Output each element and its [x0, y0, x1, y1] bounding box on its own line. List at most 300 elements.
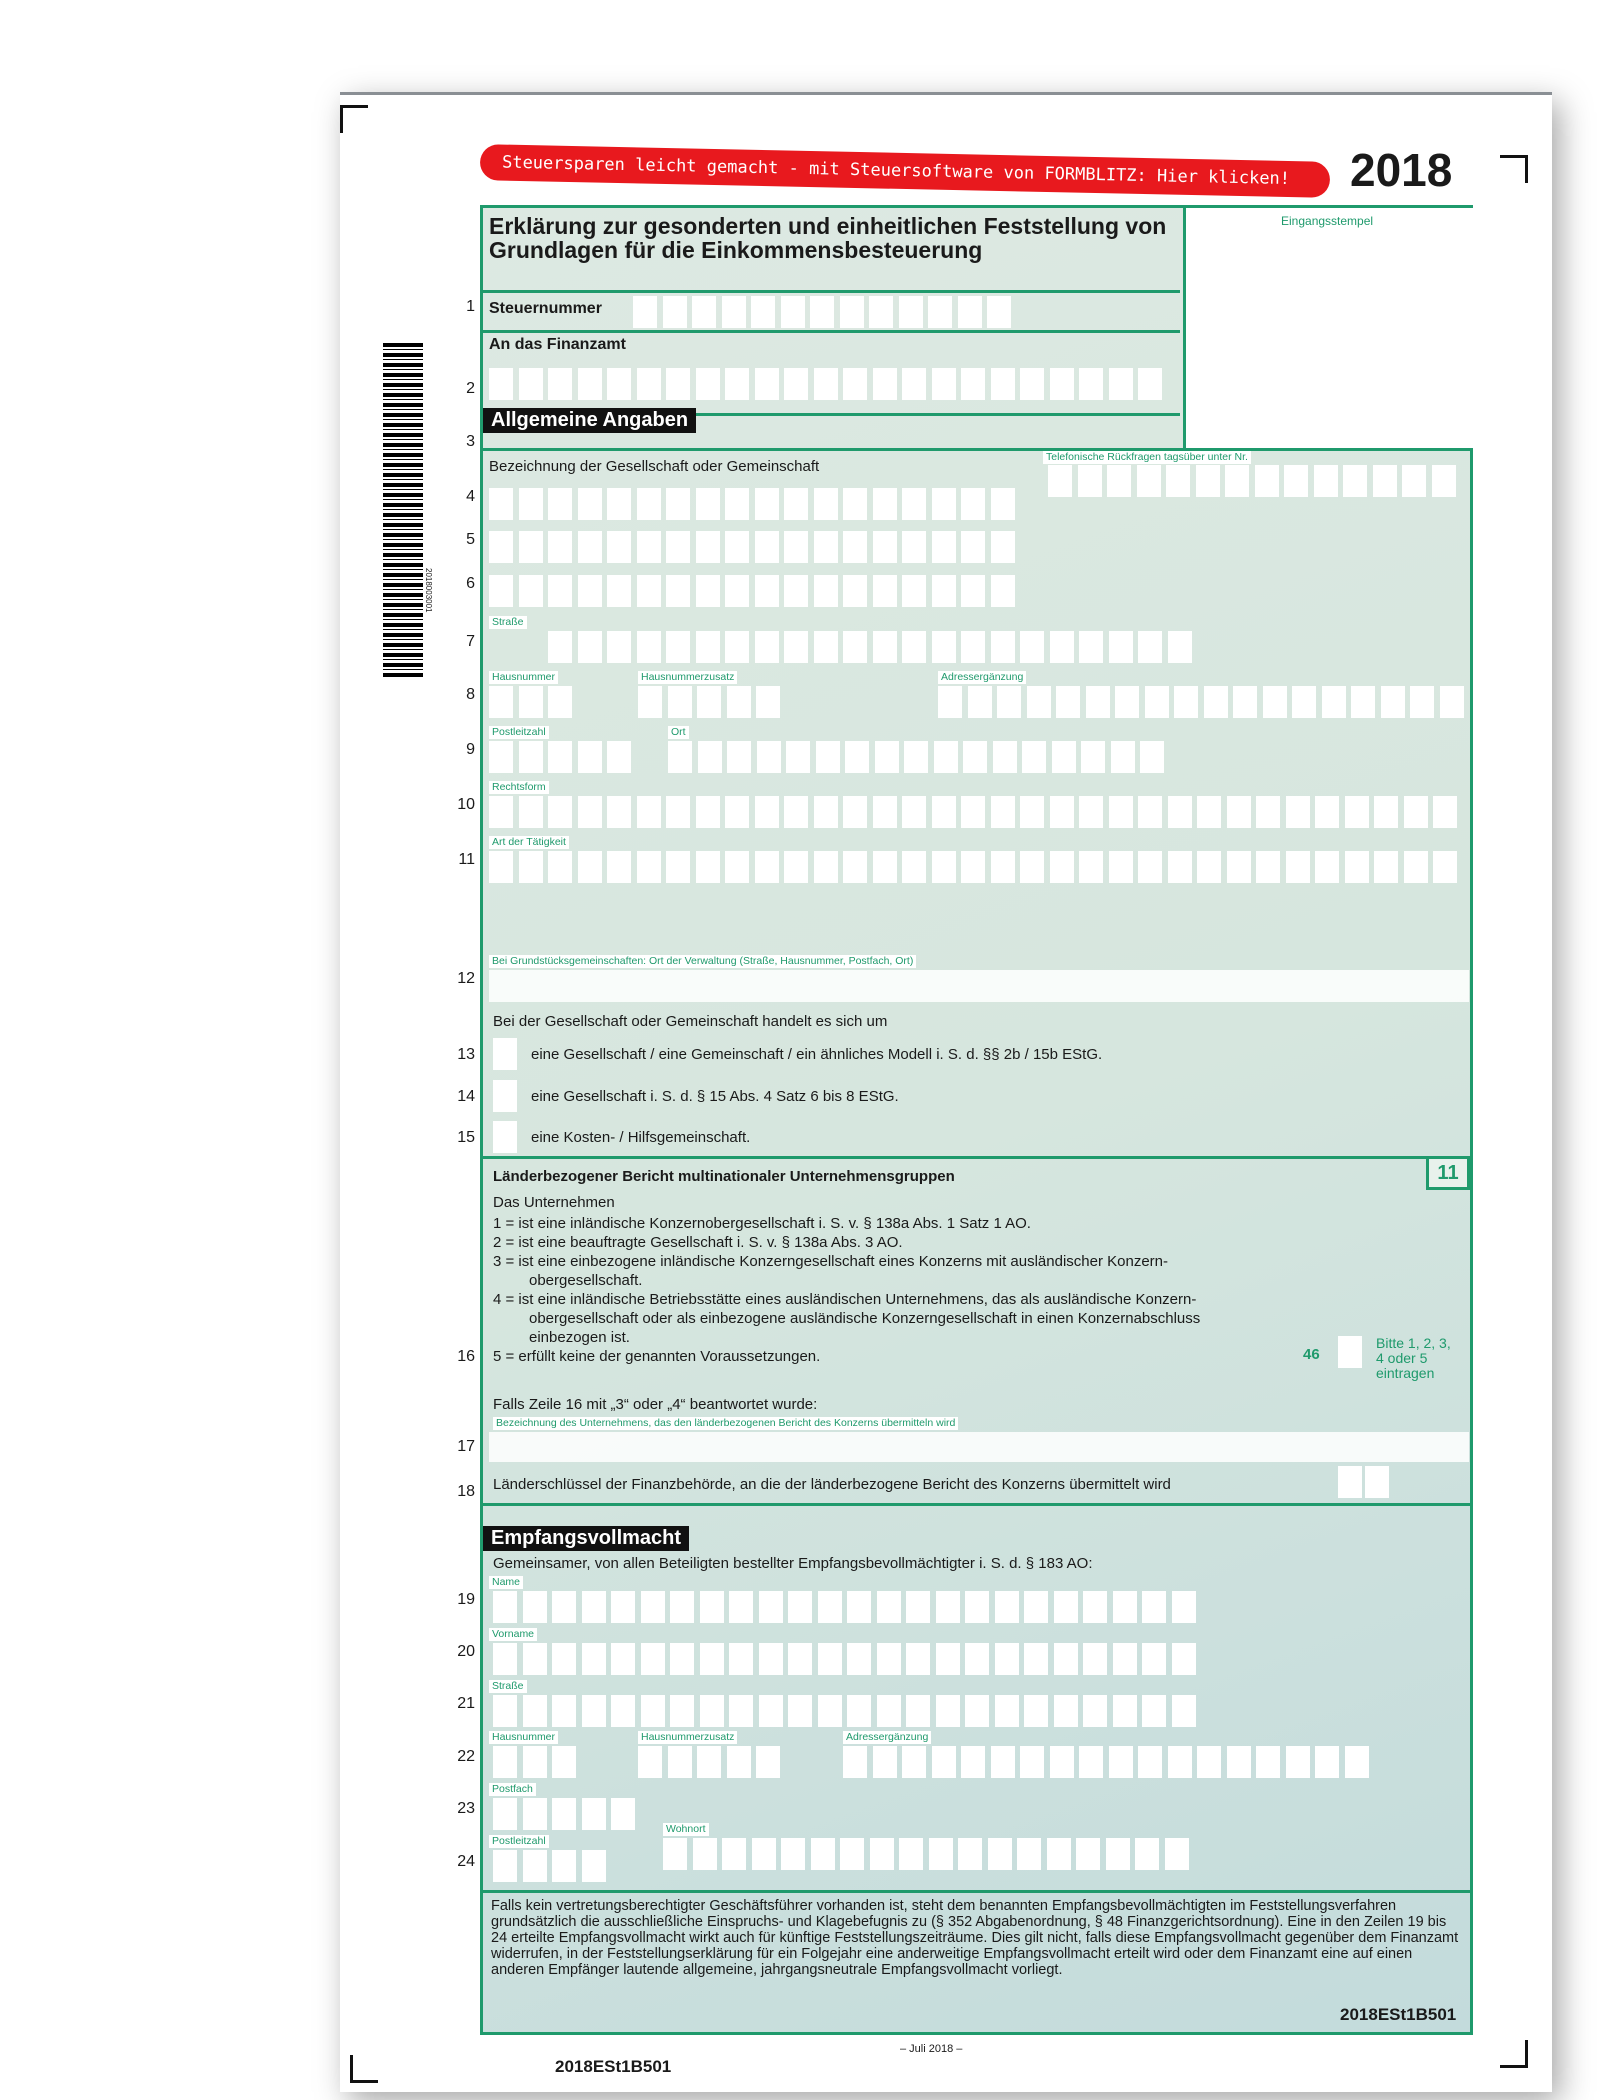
input-box[interactable] — [519, 575, 543, 607]
input-box[interactable] — [938, 686, 962, 718]
input-box[interactable] — [1286, 1746, 1310, 1778]
input-box[interactable] — [1142, 1695, 1166, 1727]
input-box[interactable] — [1263, 686, 1287, 718]
input-box[interactable] — [607, 796, 631, 828]
input-box[interactable] — [633, 296, 657, 328]
input-box[interactable] — [552, 1798, 576, 1830]
input-box[interactable] — [729, 1591, 753, 1623]
input-box[interactable] — [759, 1695, 783, 1727]
input-box[interactable] — [843, 851, 867, 883]
input-box[interactable] — [1225, 465, 1249, 497]
input-box[interactable] — [1174, 686, 1198, 718]
input-box[interactable] — [668, 1746, 692, 1778]
input-box[interactable] — [843, 796, 867, 828]
input-box[interactable] — [637, 575, 661, 607]
input-box[interactable] — [493, 1591, 517, 1623]
input-box[interactable] — [1286, 851, 1310, 883]
input-box[interactable] — [1374, 796, 1398, 828]
input-box[interactable] — [902, 851, 926, 883]
input-box[interactable] — [1050, 368, 1074, 400]
input-box[interactable] — [611, 1695, 635, 1727]
input-box[interactable] — [781, 296, 805, 328]
input-box[interactable] — [1138, 1746, 1162, 1778]
input-box[interactable] — [578, 851, 602, 883]
input-box[interactable] — [1113, 1643, 1137, 1675]
input-box[interactable] — [1081, 741, 1105, 773]
input-box[interactable] — [788, 1643, 812, 1675]
input-box[interactable] — [810, 296, 834, 328]
input-box[interactable] — [637, 796, 661, 828]
input-box[interactable] — [637, 531, 661, 563]
input-box[interactable] — [845, 741, 869, 773]
input-box[interactable] — [637, 851, 661, 883]
input-box[interactable] — [1374, 851, 1398, 883]
input-box[interactable] — [934, 741, 958, 773]
input-box[interactable] — [814, 488, 838, 520]
input-box[interactable] — [873, 1746, 897, 1778]
input-box[interactable] — [814, 575, 838, 607]
input-box[interactable] — [961, 1746, 985, 1778]
input-box[interactable] — [965, 1695, 989, 1727]
input-box[interactable] — [1138, 368, 1162, 400]
input-box[interactable] — [965, 1643, 989, 1675]
input-box[interactable] — [1076, 1838, 1100, 1870]
input-box[interactable] — [1433, 851, 1457, 883]
input-box[interactable] — [759, 1591, 783, 1623]
input-box[interactable] — [843, 1746, 867, 1778]
input-box[interactable] — [1432, 465, 1456, 497]
input-box[interactable] — [932, 796, 956, 828]
input-box[interactable] — [1284, 465, 1308, 497]
input-box[interactable] — [722, 1838, 746, 1870]
input-box[interactable] — [519, 368, 543, 400]
input-box[interactable] — [784, 488, 808, 520]
input-box[interactable] — [1197, 796, 1221, 828]
input-box[interactable] — [788, 1695, 812, 1727]
input-box[interactable] — [637, 368, 661, 400]
input-box[interactable] — [961, 796, 985, 828]
input-box[interactable] — [1315, 851, 1339, 883]
input-box[interactable] — [722, 296, 746, 328]
input-box[interactable] — [1172, 1591, 1196, 1623]
input-box[interactable] — [936, 1643, 960, 1675]
input-box[interactable] — [784, 796, 808, 828]
input-box[interactable] — [1109, 368, 1133, 400]
input-box[interactable] — [725, 488, 749, 520]
input-box[interactable] — [1079, 631, 1103, 663]
input-box[interactable] — [700, 1695, 724, 1727]
input-box[interactable] — [1233, 686, 1257, 718]
input-box[interactable] — [961, 851, 985, 883]
input-box[interactable] — [932, 851, 956, 883]
input-box[interactable] — [784, 631, 808, 663]
input-box[interactable] — [582, 1695, 606, 1727]
input-box[interactable] — [906, 1643, 930, 1675]
input-box[interactable] — [607, 741, 631, 773]
input-box[interactable] — [756, 686, 780, 718]
input-box[interactable] — [519, 741, 543, 773]
input-box[interactable] — [1138, 796, 1162, 828]
input-box[interactable] — [1256, 1746, 1280, 1778]
input-box[interactable] — [696, 488, 720, 520]
input-box[interactable] — [902, 575, 926, 607]
input-box[interactable] — [1168, 1746, 1192, 1778]
input-box[interactable] — [1351, 686, 1375, 718]
input-box[interactable] — [902, 1746, 926, 1778]
input-box[interactable] — [666, 531, 690, 563]
input-box[interactable] — [1345, 1746, 1369, 1778]
input-box[interactable] — [840, 1838, 864, 1870]
input-box[interactable] — [995, 1695, 1019, 1727]
input-box[interactable] — [1137, 465, 1161, 497]
input-box[interactable] — [1054, 1643, 1078, 1675]
input-box[interactable] — [1227, 796, 1251, 828]
input-box[interactable] — [666, 368, 690, 400]
input-box[interactable] — [696, 531, 720, 563]
input-box[interactable] — [1054, 1591, 1078, 1623]
input-box[interactable] — [843, 575, 867, 607]
input-box[interactable] — [578, 575, 602, 607]
input-box[interactable] — [493, 1850, 517, 1882]
input-box[interactable] — [523, 1643, 547, 1675]
input-box[interactable] — [929, 1838, 953, 1870]
input-box[interactable] — [1048, 465, 1072, 497]
input-box[interactable] — [873, 575, 897, 607]
input-box[interactable] — [875, 741, 899, 773]
input-box[interactable] — [784, 368, 808, 400]
input-box[interactable] — [902, 531, 926, 563]
input-box[interactable] — [991, 368, 1015, 400]
input-box[interactable] — [692, 296, 716, 328]
option-checkbox[interactable] — [493, 1038, 517, 1070]
input-box[interactable] — [1020, 796, 1044, 828]
input-box[interactable] — [1256, 796, 1280, 828]
input-box[interactable] — [548, 531, 572, 563]
input-box[interactable] — [991, 631, 1015, 663]
input-box[interactable] — [818, 1643, 842, 1675]
input-box[interactable] — [1054, 1695, 1078, 1727]
input-box[interactable] — [607, 851, 631, 883]
input-box[interactable] — [781, 1838, 805, 1870]
input-box[interactable] — [869, 296, 893, 328]
input-box[interactable] — [1027, 686, 1051, 718]
input-box[interactable] — [1109, 1746, 1133, 1778]
input-box[interactable] — [1086, 686, 1110, 718]
input-box[interactable] — [1410, 686, 1434, 718]
input-box[interactable] — [1052, 741, 1076, 773]
input-box[interactable] — [1227, 1746, 1251, 1778]
input-box[interactable] — [814, 368, 838, 400]
input-box[interactable] — [961, 631, 985, 663]
input-box[interactable] — [814, 631, 838, 663]
option-checkbox[interactable] — [493, 1121, 517, 1153]
input-box[interactable] — [1172, 1695, 1196, 1727]
input-box[interactable] — [725, 575, 749, 607]
input-box[interactable] — [696, 631, 720, 663]
input-box[interactable] — [1107, 465, 1131, 497]
input-box[interactable] — [843, 368, 867, 400]
input-box[interactable] — [818, 1695, 842, 1727]
input-box[interactable] — [666, 488, 690, 520]
input-box[interactable] — [757, 741, 781, 773]
input-box[interactable] — [1017, 1838, 1041, 1870]
input-box[interactable] — [607, 631, 631, 663]
input-box[interactable] — [607, 575, 631, 607]
input-box[interactable] — [519, 686, 543, 718]
input-box[interactable] — [936, 1695, 960, 1727]
input-box[interactable] — [843, 531, 867, 563]
input-box[interactable] — [961, 488, 985, 520]
input-box[interactable] — [493, 1695, 517, 1727]
input-box[interactable] — [693, 1838, 717, 1870]
input-box[interactable] — [548, 368, 572, 400]
input-box[interactable] — [637, 488, 661, 520]
input-box[interactable] — [902, 796, 926, 828]
input-box[interactable] — [991, 531, 1015, 563]
input-box[interactable] — [697, 1746, 721, 1778]
input-box[interactable] — [902, 368, 926, 400]
input-box[interactable] — [993, 741, 1017, 773]
input-box[interactable] — [751, 296, 775, 328]
input-box[interactable] — [582, 1643, 606, 1675]
input-box[interactable] — [1020, 368, 1044, 400]
input-box[interactable] — [1197, 1746, 1221, 1778]
input-box[interactable] — [877, 1591, 901, 1623]
input-box[interactable] — [784, 531, 808, 563]
input-box[interactable] — [725, 531, 749, 563]
input-box[interactable] — [519, 851, 543, 883]
input-box[interactable] — [696, 796, 720, 828]
input-box[interactable] — [1315, 796, 1339, 828]
input-box[interactable] — [814, 531, 838, 563]
input-box[interactable] — [1079, 796, 1103, 828]
input-box[interactable] — [873, 488, 897, 520]
input-box[interactable] — [578, 631, 602, 663]
input-box[interactable] — [666, 631, 690, 663]
input-box[interactable] — [1078, 465, 1102, 497]
input-box[interactable] — [670, 1591, 694, 1623]
country-code-box[interactable] — [1338, 1466, 1362, 1498]
verwaltung-field[interactable] — [489, 970, 1469, 1002]
input-box[interactable] — [928, 296, 952, 328]
input-box[interactable] — [1256, 851, 1280, 883]
input-box[interactable] — [932, 1746, 956, 1778]
input-box[interactable] — [637, 631, 661, 663]
input-box[interactable] — [1440, 686, 1464, 718]
input-box[interactable] — [961, 531, 985, 563]
input-box[interactable] — [1138, 851, 1162, 883]
input-box[interactable] — [755, 631, 779, 663]
input-box[interactable] — [578, 741, 602, 773]
input-box[interactable] — [1020, 851, 1044, 883]
input-box[interactable] — [987, 296, 1011, 328]
input-box[interactable] — [523, 1695, 547, 1727]
input-box[interactable] — [489, 851, 513, 883]
input-box[interactable] — [873, 531, 897, 563]
cbc-company-field[interactable] — [489, 1432, 1469, 1462]
input-box[interactable] — [932, 488, 956, 520]
input-box[interactable] — [958, 1838, 982, 1870]
input-box[interactable] — [1050, 1746, 1074, 1778]
input-box[interactable] — [666, 575, 690, 607]
input-box[interactable] — [1050, 631, 1074, 663]
input-box[interactable] — [548, 741, 572, 773]
input-box[interactable] — [578, 796, 602, 828]
input-box[interactable] — [489, 575, 513, 607]
input-box[interactable] — [1404, 851, 1428, 883]
input-box[interactable] — [489, 796, 513, 828]
input-box[interactable] — [663, 1838, 687, 1870]
input-box[interactable] — [1135, 1838, 1159, 1870]
input-box[interactable] — [1402, 465, 1426, 497]
input-box[interactable] — [548, 796, 572, 828]
input-box[interactable] — [870, 1838, 894, 1870]
input-box[interactable] — [1197, 851, 1221, 883]
input-box[interactable] — [873, 851, 897, 883]
input-box[interactable] — [666, 851, 690, 883]
input-box[interactable] — [697, 686, 721, 718]
input-box[interactable] — [582, 1798, 606, 1830]
input-box[interactable] — [988, 1838, 1012, 1870]
input-box[interactable] — [755, 575, 779, 607]
input-box[interactable] — [1083, 1695, 1107, 1727]
input-box[interactable] — [906, 1695, 930, 1727]
input-box[interactable] — [1020, 631, 1044, 663]
input-box[interactable] — [696, 368, 720, 400]
input-box[interactable] — [1138, 631, 1162, 663]
input-box[interactable] — [873, 368, 897, 400]
input-box[interactable] — [997, 686, 1021, 718]
input-box[interactable] — [725, 796, 749, 828]
input-box[interactable] — [519, 488, 543, 520]
input-box[interactable] — [788, 1591, 812, 1623]
input-box[interactable] — [1286, 796, 1310, 828]
country-code-box[interactable] — [1365, 1466, 1389, 1498]
input-box[interactable] — [1115, 686, 1139, 718]
input-box[interactable] — [1255, 465, 1279, 497]
input-box[interactable] — [932, 531, 956, 563]
input-box[interactable] — [1166, 465, 1190, 497]
input-box[interactable] — [1168, 851, 1192, 883]
input-box[interactable] — [489, 488, 513, 520]
input-box[interactable] — [727, 741, 751, 773]
input-box[interactable] — [847, 1695, 871, 1727]
input-box[interactable] — [1142, 1591, 1166, 1623]
input-box[interactable] — [1204, 686, 1228, 718]
input-box[interactable] — [906, 1591, 930, 1623]
input-box[interactable] — [965, 1591, 989, 1623]
input-box[interactable] — [843, 488, 867, 520]
input-box[interactable] — [1079, 1746, 1103, 1778]
input-box[interactable] — [552, 1695, 576, 1727]
input-box[interactable] — [995, 1591, 1019, 1623]
input-box[interactable] — [727, 1746, 751, 1778]
input-box[interactable] — [666, 796, 690, 828]
input-box[interactable] — [1345, 796, 1369, 828]
input-box[interactable] — [523, 1798, 547, 1830]
input-box[interactable] — [784, 575, 808, 607]
input-box[interactable] — [1113, 1591, 1137, 1623]
input-box[interactable] — [814, 851, 838, 883]
input-box[interactable] — [755, 531, 779, 563]
input-box[interactable] — [873, 796, 897, 828]
input-box[interactable] — [1381, 686, 1405, 718]
input-box[interactable] — [847, 1591, 871, 1623]
input-box[interactable] — [811, 1838, 835, 1870]
input-box[interactable] — [548, 575, 572, 607]
input-box[interactable] — [1142, 1643, 1166, 1675]
formblitz-ad-banner[interactable]: Steuersparen leicht gemacht - mit Steuersoftware von FORMBLITZ: Hier klicken! — [480, 144, 1331, 198]
input-box[interactable] — [816, 741, 840, 773]
input-box[interactable] — [904, 741, 928, 773]
input-box[interactable] — [755, 368, 779, 400]
input-box[interactable] — [1083, 1591, 1107, 1623]
input-box[interactable] — [611, 1643, 635, 1675]
input-box[interactable] — [1172, 1643, 1196, 1675]
input-box[interactable] — [1292, 686, 1316, 718]
input-box[interactable] — [523, 1591, 547, 1623]
input-box[interactable] — [1024, 1695, 1048, 1727]
input-box[interactable] — [877, 1695, 901, 1727]
input-box[interactable] — [489, 368, 513, 400]
input-box[interactable] — [552, 1746, 576, 1778]
input-box[interactable] — [700, 1643, 724, 1675]
input-box[interactable] — [1079, 851, 1103, 883]
input-box[interactable] — [523, 1850, 547, 1882]
input-box[interactable] — [582, 1591, 606, 1623]
input-box[interactable] — [1111, 741, 1135, 773]
input-box[interactable] — [932, 631, 956, 663]
input-box[interactable] — [729, 1643, 753, 1675]
input-box[interactable] — [670, 1695, 694, 1727]
input-box[interactable] — [1050, 796, 1074, 828]
input-box[interactable] — [958, 296, 982, 328]
input-box[interactable] — [1315, 1746, 1339, 1778]
input-box[interactable] — [847, 1643, 871, 1675]
input-box[interactable] — [873, 631, 897, 663]
input-box[interactable] — [638, 686, 662, 718]
input-box[interactable] — [1373, 465, 1397, 497]
input-box[interactable] — [519, 531, 543, 563]
input-box[interactable] — [755, 488, 779, 520]
input-box[interactable] — [1165, 1838, 1189, 1870]
input-box[interactable] — [725, 851, 749, 883]
input-box[interactable] — [991, 488, 1015, 520]
input-box[interactable] — [578, 368, 602, 400]
input-box[interactable] — [902, 488, 926, 520]
input-box[interactable] — [641, 1643, 665, 1675]
input-box[interactable] — [1024, 1643, 1048, 1675]
input-box[interactable] — [1140, 741, 1164, 773]
input-box[interactable] — [727, 686, 751, 718]
input-box[interactable] — [1322, 686, 1346, 718]
input-box[interactable] — [991, 1746, 1015, 1778]
input-box[interactable] — [638, 1746, 662, 1778]
input-box[interactable] — [641, 1695, 665, 1727]
input-box[interactable] — [696, 851, 720, 883]
input-box[interactable] — [818, 1591, 842, 1623]
input-box[interactable] — [548, 686, 572, 718]
input-box[interactable] — [899, 296, 923, 328]
input-box[interactable] — [1404, 796, 1428, 828]
input-box[interactable] — [932, 575, 956, 607]
input-box[interactable] — [814, 796, 838, 828]
input-box[interactable] — [607, 368, 631, 400]
input-box[interactable] — [755, 796, 779, 828]
cbc-answer-box[interactable] — [1338, 1336, 1362, 1368]
input-box[interactable] — [1433, 796, 1457, 828]
input-box[interactable] — [493, 1643, 517, 1675]
